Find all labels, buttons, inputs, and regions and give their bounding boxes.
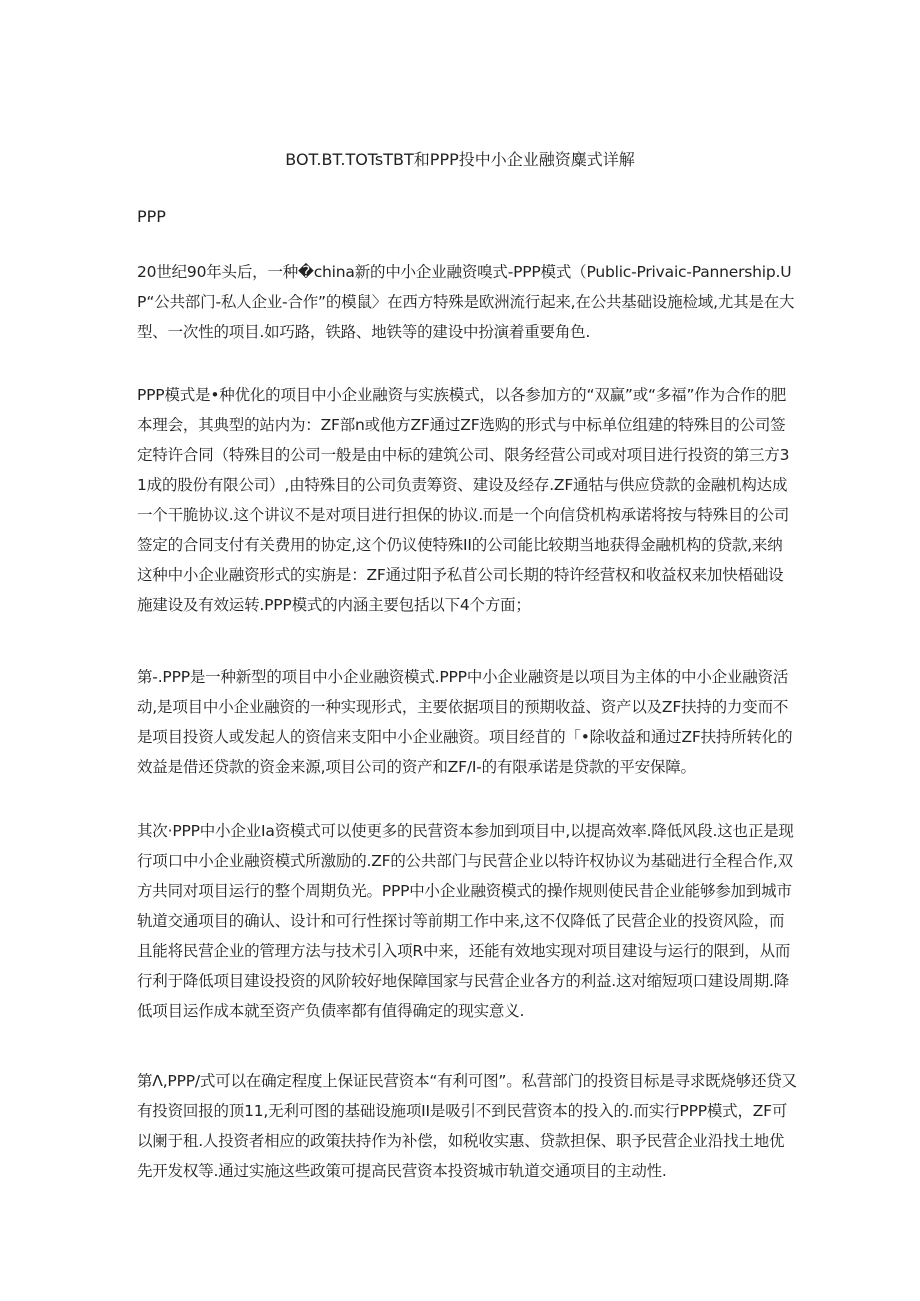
paragraph-definition: PPP模式是•种优化的项目中小企业融资与实族模式，以各参加方的“双赢”或“多福”作为合作的肥本理会，其典型的站内为：ZF部n或他方ZF通过ZF选购的形式与中标单位组建的特殊目的公司签定特许合同（特殊目的公司一般是由中标的建筑公司、限务经营公司或对项目进行投资的第三方31成的股份有限公司）,由特殊目的公司负责筹资、建设及经存.ZF通牯与供应贷款的金融机构达成一个干脆协议.这个讲议不是对项目进行担保的协议.而是一个向信贷机构承诺将按与特殊目的公司签定的合同支付有关费用的协定,这个仍议使特殊II的公司能比较期当地获得金融机构的贷款,来纳这种中小企业融资形式的实旃是：ZF通过阳予私苜公司长期的特许经营权和收益权来加快梧础设施建设及有效运转.PPP模式的内涵主要包括以下4个方面； bbox=[137, 386, 790, 614]
document-title: BOT.BT.TOTsTBT和PPP投中小企业融资麋式详解 bbox=[285, 150, 635, 169]
paragraph-intro: 20世纪90年头后，一种�china新的中小企业融资嗅式-PPP模式（Public-Privaic-Pannership.UP“公共部门-私人企业-合作”的模鼠〉在西方特殊是欧洲流行起来,在公共基础设施检域,尤其是在大型、一次性的项目.如巧路，铁路、地铁等的建设中扮演着重要角色. bbox=[137, 263, 795, 341]
paragraph-second-point: 其次·PPP中小企业Ia资模式可以使更多的民营资本参加到项目中,以提高效率.降低风段.这也正是现行项口中小企业融资模式所激励的.ZF的公共部门与民营企业以特许权协议为基础进行全程合作,双方共同对项目运行的整个周期负光。PPP中小企业融资模式的操作规则使民昔企业能够参加到城市轨道交通项目的确认、设计和可行性探讨等前期工作中来,这不仅降低了民营企业的投资风险，而且能将民营企业的管理方法与技术引入项R中来，还能有效地实现对项目建设与运行的限到，从而行利于降低项目建设投资的风阶较好地保障国家与民营企业各方的利益.这对缩短项口建设周期.降低项目运作成本就至资产负债率都有值得确定的现实意义. bbox=[137, 822, 794, 1020]
section-heading: PPP bbox=[137, 207, 166, 226]
paragraph-third-point: 第Λ,PPP/式可以在确定程度上保证民营资本“有利可图”。私营部门的投资目标是寻求既烧够还贷又有投资回报的顶11,无利可图的基础设施项II是吸引不到民营资本的投入的.而实行PPP模式，ZF可以阑于租.人投资者相应的政策扶持作为补偿，如税收实惠、贷款担保、职予民营企业沿找土地优先开发权等.通过实施这些政策可提高民营资本投资城市轨道交通项目的主动性. bbox=[137, 1072, 797, 1180]
paragraph-first-point: 第-.PPP是一种新型的项目中小企业融资模式.PPP中小企业融资是以项目为主体的中小企业融资活动,是项目中小企业融资的一种实现形式，主要依据项目的预期收益、资产以及ZF扶持的力变而不是项目投资人或发起人的资信来支阳中小企业融资。项目经苜的「•除收益和通过ZF扶持所转化的效益是借还贷款的资金来源,项目公司的资产和ZF/I-的有限承诺是贷款的平安保障。 bbox=[137, 668, 793, 776]
